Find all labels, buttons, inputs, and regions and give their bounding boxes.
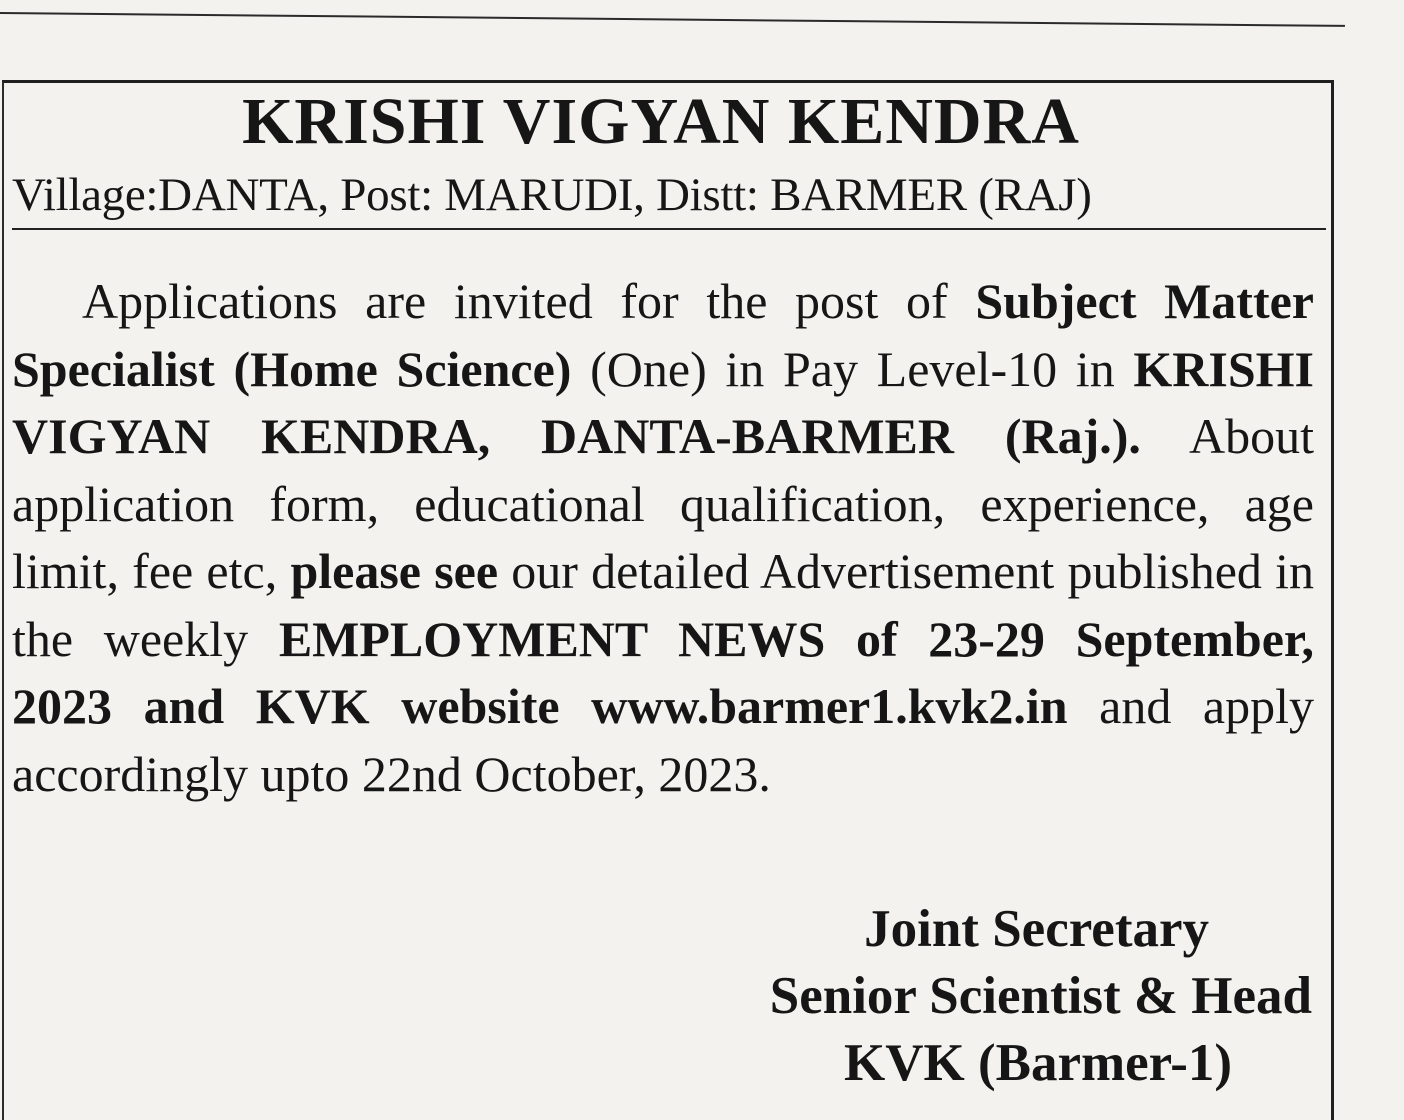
body-closing: and apply accordingly upto 22nd October, 2023. [12, 678, 1314, 802]
body-see-prompt: please see [290, 543, 499, 599]
body-organization: KRISHI VIGYAN KENDRA, DANTA-BARMER (Raj.). [12, 340, 1315, 464]
top-rule [0, 12, 1345, 27]
signature-senior-scientist: Senior Scientist & Head [769, 967, 1312, 1025]
body-publication: EMPLOYMENT NEWS of 23-29 September, 2023 and KVK website www.barmer1.kvk2.in [12, 610, 1314, 734]
body-intro: Applications are invited for the post of [82, 273, 948, 329]
body-post-name: Subject Matter Specialist (Home Science) [12, 273, 1314, 397]
signature-joint-secretary: Joint Secretary [864, 900, 1209, 958]
notice-body [12, 268, 1314, 808]
signature-block [770, 896, 1312, 1097]
body-post-count-pay: (One) in Pay Level-10 in [590, 340, 1115, 397]
notice-title: KRISHI VIGYAN KENDRA [242, 85, 1080, 158]
body-see-text: our detailed Advertisement published in the weekly [12, 543, 1315, 667]
body-details: About application form, educational qualification, experience, age limit, fee etc, [12, 408, 1314, 599]
address-underline [12, 228, 1326, 230]
signature-kvk: KVK (Barmer-1) [843, 1034, 1232, 1092]
notice-address: Village:DANTA, Post: MARUDI, Distt: BARMER (RAJ) [12, 169, 1092, 221]
